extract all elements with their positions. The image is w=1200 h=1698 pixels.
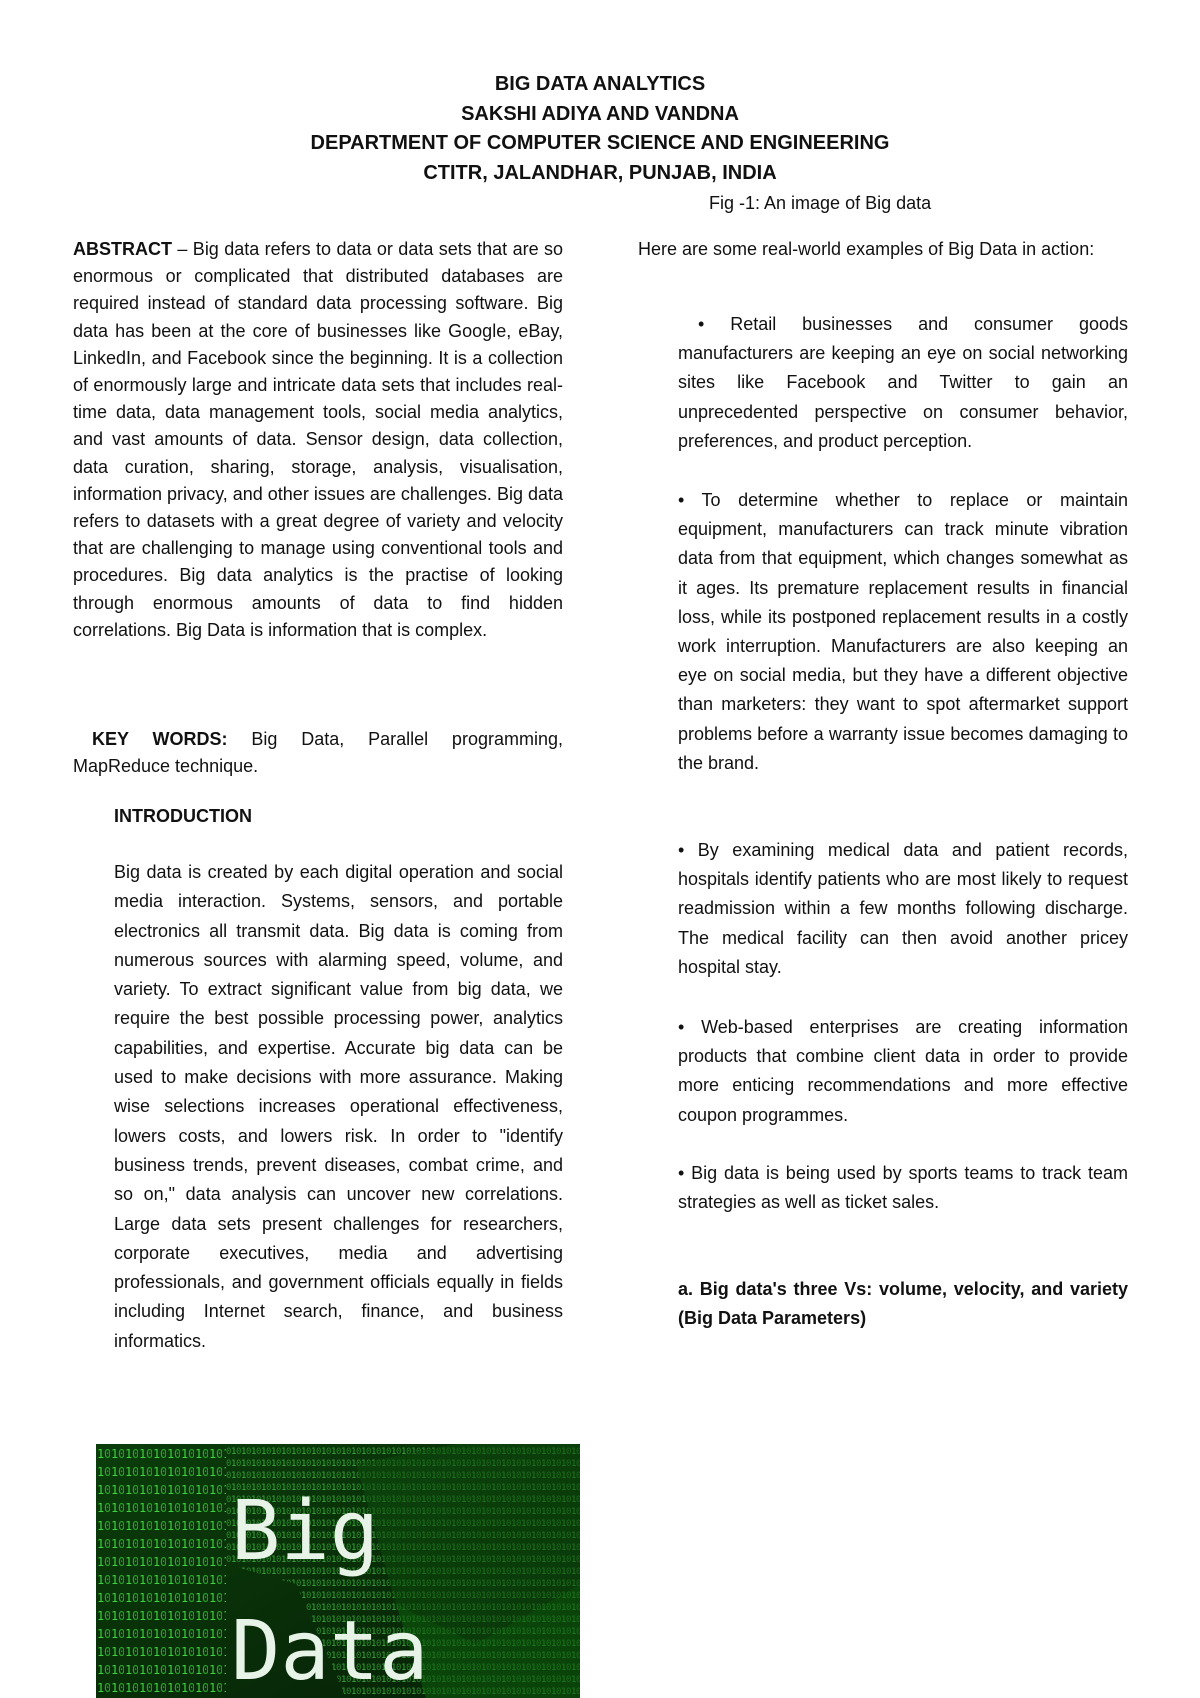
example-bullet bbox=[678, 1013, 1128, 1130]
example-bullet bbox=[678, 310, 1128, 456]
example-bullet-text: • To determine whether to replace or maintain equipment, manufacturers can track minute vibration data from that equipment, which changes somewhat as it ages. Its premature replacement results in financial loss, while its postponed replacement results in a costly work interruption. Manufacturers are also keeping an eye on social media, but they have a different objective than marketers: they want to spot aftermarket support problems before a warranty issue becomes damaging to the brand. bbox=[678, 490, 1128, 773]
paper-authors: SAKSHI ADIYA AND VANDNA bbox=[461, 102, 739, 125]
example-bullet-text: • By examining medical data and patient records, hospitals identify patients who are most likely to request readmission within a few months following discharge. The medical facility can then avoid another pricey hospital stay. bbox=[678, 840, 1128, 977]
example-bullet bbox=[678, 836, 1128, 982]
introduction-section bbox=[114, 858, 563, 1356]
example-bullet bbox=[678, 486, 1128, 778]
abstract-label: ABSTRACT bbox=[73, 239, 172, 259]
keywords-text: Big Data, Parallel programming, MapReduce technique. bbox=[73, 729, 563, 777]
keywords-label: KEY WORDS: bbox=[92, 729, 228, 749]
introduction-heading: INTRODUCTION bbox=[114, 806, 252, 826]
example-bullet-text: • Big data is being used by sports teams to track team strategies as well as ticket sales. bbox=[678, 1163, 1128, 1213]
image-word-data: Data bbox=[231, 1604, 429, 1698]
examples-intro: Here are some real-world examples of Big Data in action: bbox=[638, 239, 1095, 259]
paper-institution: CTITR, JALANDHAR, PUNJAB, INDIA bbox=[423, 161, 777, 184]
section-a-heading: a. Big data's three Vs: volume, velocity, and variety (Big Data Parameters) bbox=[678, 1279, 1128, 1329]
abstract-paragraph bbox=[73, 236, 563, 644]
paper-header bbox=[0, 70, 1200, 188]
paper-department: DEPARTMENT OF COMPUTER SCIENCE AND ENGINEERING bbox=[310, 132, 890, 154]
example-bullet bbox=[678, 1159, 1128, 1217]
abstract-section bbox=[73, 236, 563, 644]
introduction-text: Big data is created by each digital operation and social media interaction. Systems, sensors, and portable electronics all transmit data. Big data is coming from numerous sources with alarming speed, volume, and variety. To extract significant value from big data, we require the best possible processing power, analytics capabilities, and expertise. Accurate big data can be used to make decisions with more assurance. Making wise selections increases operational effectiveness, lowers costs, and lowers risk. In order to "identify business trends, prevent diseases, combat crime, and so on," data analysis can uncover new correlations. Large data sets present challenges for researchers, corporate executives, media and advertising professionals, and government officials equally in fields including Internet search, finance, and business informatics. bbox=[114, 862, 563, 1351]
big-data-image-art bbox=[96, 1444, 580, 1698]
example-bullet-text: • Retail businesses and consumer goods manufacturers are keeping an eye on social networking sites like Facebook and Twitter to gain an unprecedented perspective on consumer behavior, preferences, and product perception. bbox=[678, 314, 1128, 451]
image-word-big: Big bbox=[231, 1484, 380, 1579]
keywords-paragraph bbox=[73, 726, 563, 780]
figure-caption: Fig -1: An image of Big data bbox=[709, 193, 932, 213]
abstract-text: – Big data refers to data or data sets that are so enormous or complicated that distributed databases are required instead of standard data processing software. Big data has been at the core of businesses like Google, eBay, LinkedIn, and Facebook since the beginning. It is a collection of enormously large and intricate data sets that includes real-time data, data management tools, social media analytics, and vast amounts of data. Sensor design, data collection, data curation, sharing, storage, analysis, visualisation, information privacy, and other issues are challenges. Big data refers to datasets with a great degree of variety and velocity that are challenging to manage using conventional tools and procedures. Big data analytics is the practise of looking through enormous amounts of data to find hidden correlations. Big Data is information that is complex. bbox=[73, 239, 563, 640]
example-bullet-text: • Web-based enterprises are creating information products that combine client data in order to provide more enticing recommendations and more effective coupon programmes. bbox=[678, 1017, 1128, 1125]
keywords-section bbox=[73, 726, 563, 780]
big-data-image bbox=[96, 1444, 580, 1698]
paper-title: BIG DATA ANALYTICS bbox=[494, 73, 706, 95]
